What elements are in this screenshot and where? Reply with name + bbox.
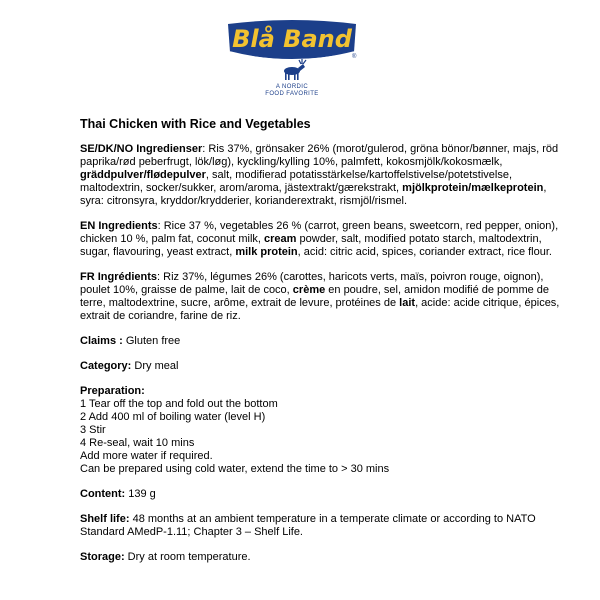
shelf-life-value: 48 months at an ambient temperature in a temperate climate or according to NATO Standard AMedP-1.11; Chapter 3 – Shelf Life. xyxy=(80,513,536,538)
ingredients-fr-text-3: , acide: acide citrique, épices, extrait de coriandre, farine de riz. xyxy=(80,297,560,322)
preparation-step: 2 Add 400 ml of boiling water (level H) xyxy=(80,411,266,423)
ingredients-en-text-2: powder, salt, modified potato starch, maltodextrin, sugar, flavouring, yeast extract, xyxy=(80,233,542,258)
ingredients-se-label: SE/DK/NO Ingredienser xyxy=(80,143,203,155)
preparation-note: Add more water if required. xyxy=(80,450,213,462)
claims-label: Claims : xyxy=(80,335,123,347)
allergen-en-cream: cream xyxy=(264,233,297,245)
allergen-se-milk-protein: mjölkprotein/mælkeprotein xyxy=(402,182,544,194)
ingredients-fr xyxy=(80,271,560,323)
ingredients-en xyxy=(80,220,560,259)
allergen-fr-creme: crème xyxy=(292,284,326,296)
blaband-shield-logo xyxy=(222,18,362,98)
preparation-label: Preparation: xyxy=(80,385,145,397)
registered-mark: ® xyxy=(352,54,357,60)
preparation-step: 1 Tear off the top and fold out the bottom xyxy=(80,398,278,410)
content-label: Content: xyxy=(80,488,126,500)
preparation-step: 3 Stir xyxy=(80,424,106,436)
storage-label: Storage: xyxy=(80,551,125,563)
category-label: Category: xyxy=(80,360,132,372)
claims-line xyxy=(80,335,560,348)
shelf-life-line xyxy=(80,513,560,539)
allergen-fr-lait: lait xyxy=(399,297,416,309)
logo-tagline-line2: FOOD FAVORITE xyxy=(265,91,319,97)
product-spec-document xyxy=(80,118,560,576)
allergen-en-milk-protein: milk protein xyxy=(235,246,298,258)
ingredients-se-text-2: , salt, modifierad potatisstärkelse/kartoffelstivelse/potetstivelse, maltodextrin, socker/sukker, arom/aroma, jästextrakt/gærekstrakt, xyxy=(80,169,513,194)
storage-line xyxy=(80,551,560,564)
shelf-life-label: Shelf life: xyxy=(80,513,130,525)
ingredients-se-text-3: , syra: citronsyra, kryddor/krydderier, korianderextrakt, rismjöl/rismel. xyxy=(80,182,547,207)
product-title: Thai Chicken with Rice and Vegetables xyxy=(80,117,311,131)
ingredients-fr-label: FR Ingrédients xyxy=(80,271,158,283)
category-line xyxy=(80,360,560,373)
content-value: 139 g xyxy=(125,488,156,500)
logo-tagline-line1: A NORDIC xyxy=(275,84,309,90)
ingredients-en-text-1: : Rice 37 %, vegetables 26 % (carrot, green beans, sweetcorn, red pepper, onion), chicken 10 %, palm fat, coconut milk, xyxy=(80,220,559,245)
ingredients-en-text-3: , acid: citric acid, spices, coriander extract, rice flour. xyxy=(297,246,552,258)
logo-brand-text: Blå Band xyxy=(232,25,352,53)
category-value: Dry meal xyxy=(131,360,179,372)
ingredients-fr-text-1: : Riz 37%, légumes 26% (carottes, haricots verts, maïs, poivron rouge, oignon), poulet 10%, graisse de palme, lait de coco, xyxy=(80,271,544,296)
preparation-note: Can be prepared using cold water, extend the time to > 30 mins xyxy=(80,463,390,475)
content-line xyxy=(80,488,560,501)
ingredients-en-label: EN Ingredients xyxy=(80,220,158,232)
claims-value: Gluten free xyxy=(122,335,181,347)
ingredients-fr-text-2: en poudre, sel, amidon modifié de pomme de terre, maltodextrine, sucre, arôme, extrait de levure, protéines de xyxy=(80,284,550,309)
preparation-section xyxy=(80,385,560,476)
ingredients-se-text-1: : Ris 37%, grönsaker 26% (morot/gulerod, gröna bönor/bønner, majs, röd paprika/rød peberfrugt, lök/løg), kyckling/kylling 10%, palmfett, kokosmjölk/kokosmælk, xyxy=(80,143,559,168)
brand-logo xyxy=(222,18,362,98)
storage-value: Dry at room temperature. xyxy=(124,551,251,563)
moose-icon xyxy=(284,59,306,80)
preparation-step: 4 Re-seal, wait 10 mins xyxy=(80,437,195,449)
ingredients-se-dk-no xyxy=(80,143,560,208)
allergen-se-cream: gräddpulver/flødepulver xyxy=(80,169,206,181)
